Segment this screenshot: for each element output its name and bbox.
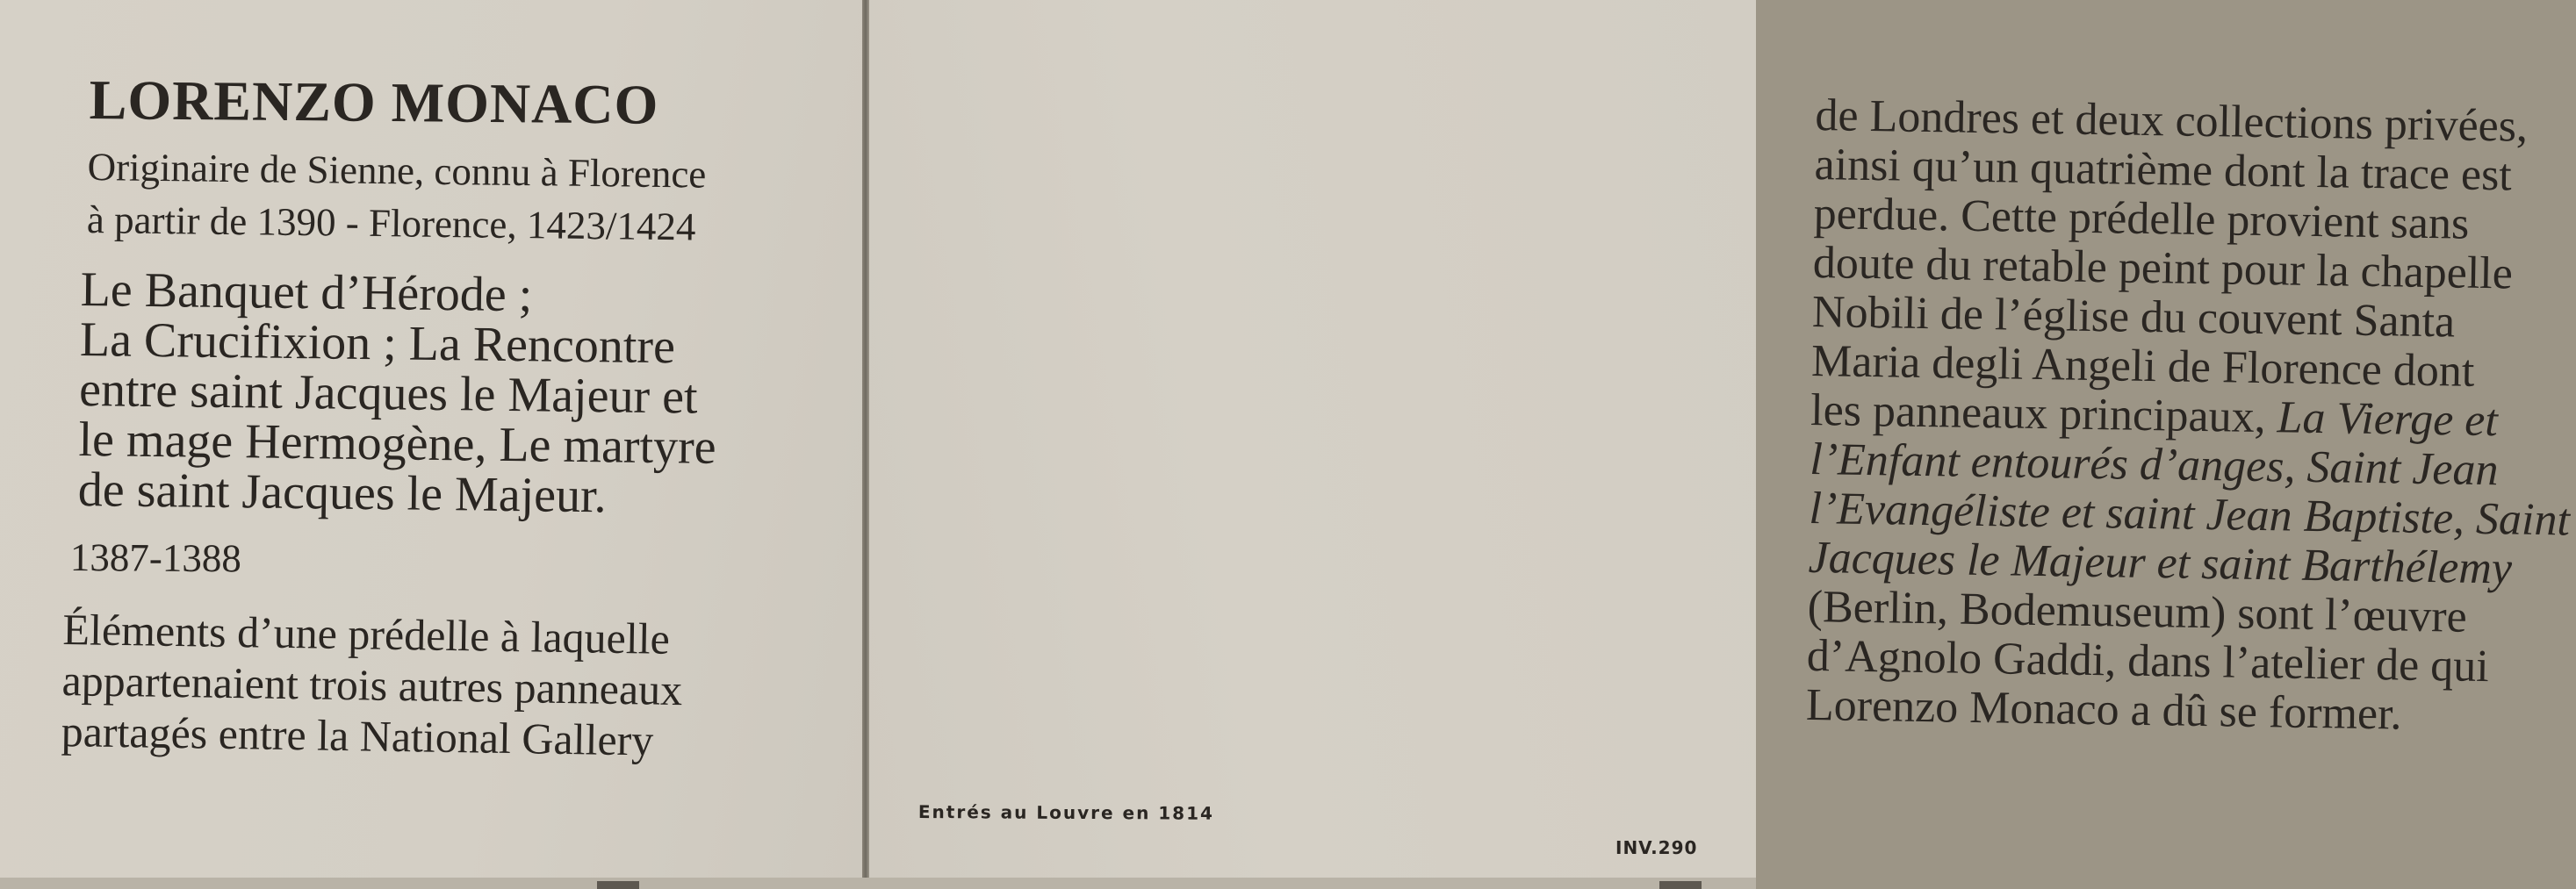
frame-mount-tab bbox=[597, 881, 639, 889]
description-line: partagés entre la National Gallery bbox=[61, 706, 654, 765]
title-line: de saint Jacques le Majeur. bbox=[77, 462, 608, 524]
label-panel-right bbox=[869, 0, 2571, 889]
biography-line: Originaire de Sienne, connu à Florence bbox=[87, 144, 707, 197]
italic-work-title: Jacques le Majeur et saint Barthélemy bbox=[1808, 532, 2513, 594]
description-line: ainsi qu’un quatrième dont la trace est bbox=[1814, 139, 2513, 201]
description-line: perdue. Cette prédelle provient sans bbox=[1813, 188, 2470, 249]
artist-name: LORENZO MONACO bbox=[89, 68, 659, 136]
description-line: Éléments d’une prédelle à laquelle bbox=[62, 604, 671, 663]
label-panel-left bbox=[0, 0, 862, 889]
title-line: Le Banquet d’Hérode ; bbox=[80, 262, 533, 323]
description-line: (Berlin, Bodemuseum) sont l’œuvre bbox=[1807, 581, 2468, 642]
italic-work-title: l’Evangéliste et saint Jean Baptiste, Saint bbox=[1809, 483, 2571, 546]
frame-mount-tab bbox=[1659, 881, 1702, 889]
description-right bbox=[1806, 91, 2576, 742]
artist-biography bbox=[87, 140, 707, 254]
title-line: La Crucifixion ; La Rencontre bbox=[79, 312, 676, 375]
inventory-number: INV.290 bbox=[1615, 837, 1698, 858]
artwork-date: 1387-1388 bbox=[69, 535, 241, 581]
artwork-title bbox=[77, 262, 719, 524]
description-line-text: les panneaux principaux, bbox=[1810, 384, 2267, 443]
description-line: de Londres et deux collections privées, bbox=[1815, 90, 2529, 152]
description-line: Maria degli Angeli de Florence dont bbox=[1810, 335, 2475, 397]
description-line: Lorenzo Monaco a dû se former. bbox=[1805, 679, 2403, 740]
description-line: doute du retable peint pour la chapelle bbox=[1812, 237, 2514, 299]
frame-bottom-edge bbox=[0, 878, 1756, 889]
description-line: d’Agnolo Gaddi, dans l’atelier de qui bbox=[1806, 630, 2490, 692]
italic-work-title: l’Enfant entourés d’anges, Saint Jean bbox=[1809, 434, 2499, 496]
panel-seam bbox=[862, 0, 869, 889]
description-line: appartenaient trois autres panneaux bbox=[61, 655, 683, 715]
title-line: le mage Hermogène, Le martyre bbox=[78, 412, 716, 475]
biography-line: à partir de 1390 - Florence, 1423/1424 bbox=[86, 197, 696, 249]
italic-work-title: La Vierge et bbox=[2277, 392, 2499, 447]
description-line: Nobili de l’église du couvent Santa bbox=[1811, 286, 2456, 348]
description-left bbox=[61, 604, 683, 766]
title-line: entre saint Jacques le Majeur et bbox=[78, 362, 698, 425]
acquisition-note: Entrés au Louvre en 1814 bbox=[917, 801, 1215, 824]
